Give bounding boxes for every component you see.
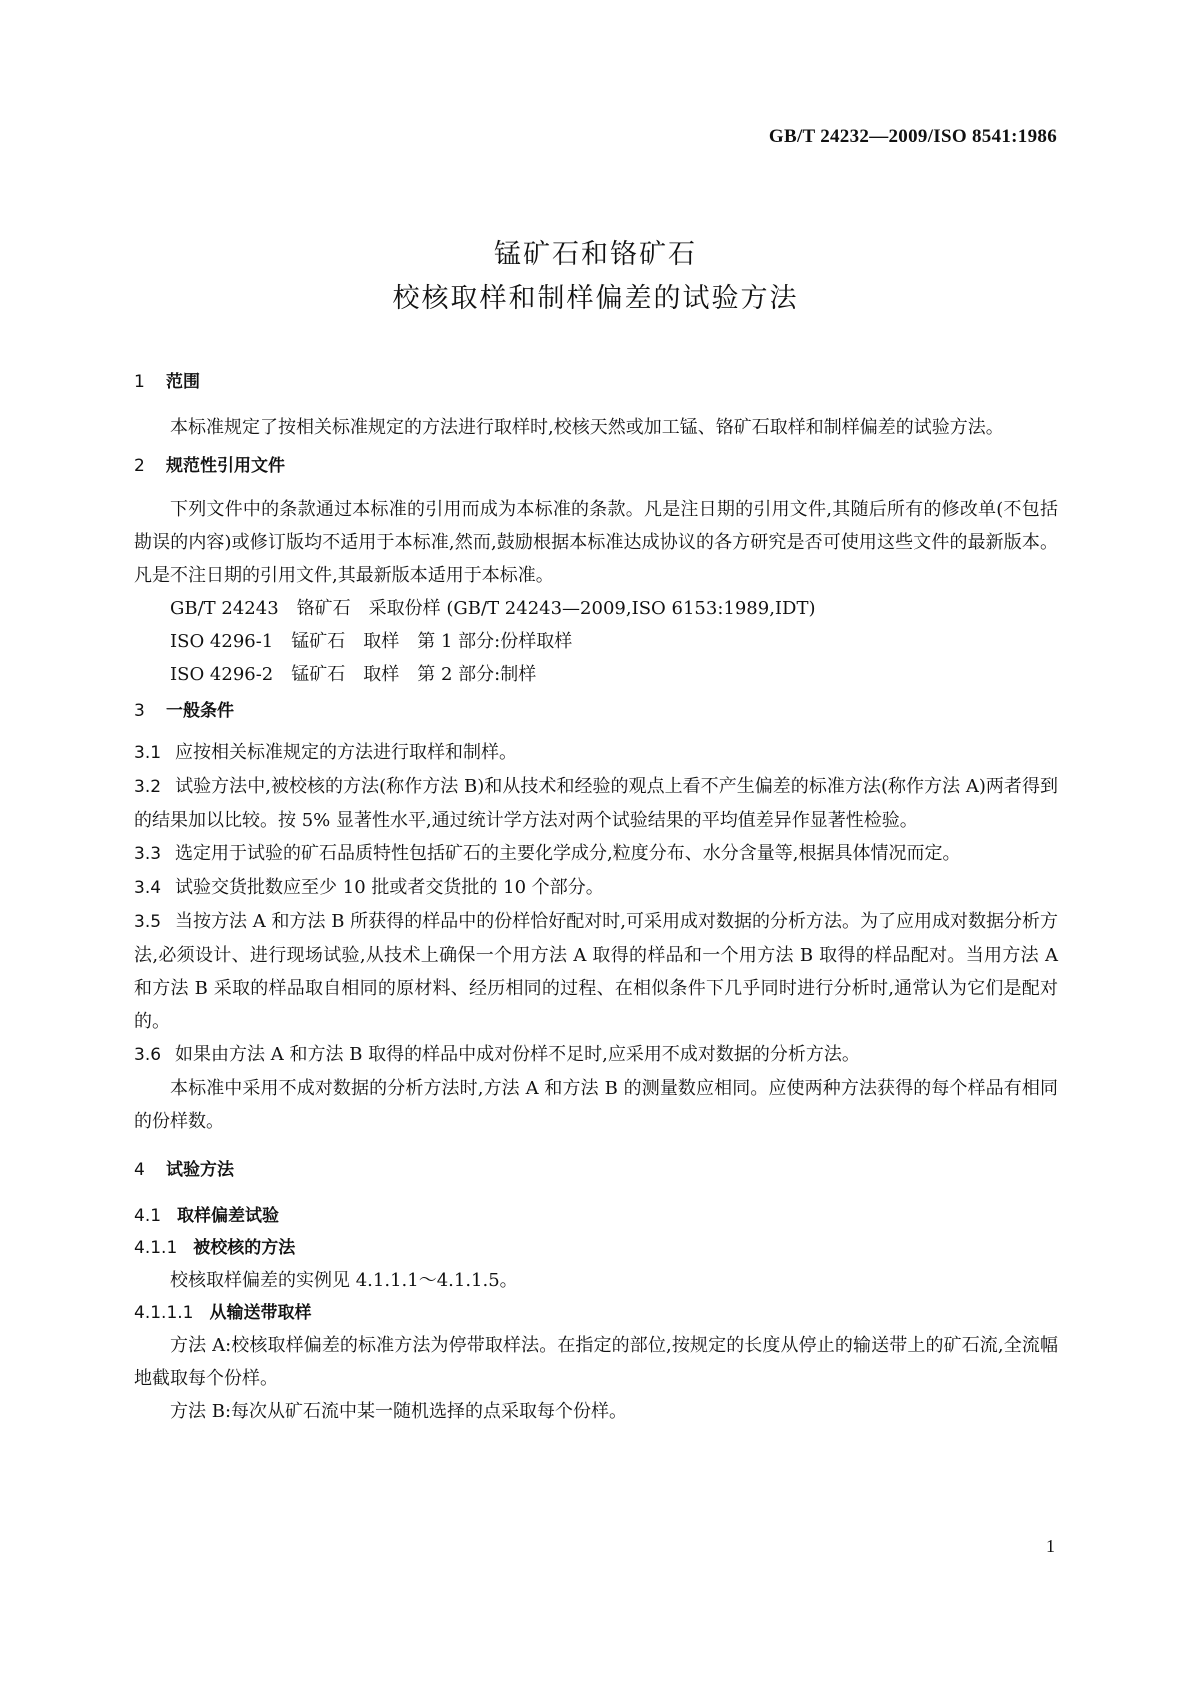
section-4-heading <box>134 1158 1058 1182</box>
clause-number: 4.1.1 <box>134 1238 178 1258</box>
section-number: 2 <box>134 456 145 476</box>
section-3-paragraph: 本标准中采用不成对数据的分析方法时,方法 A 和方法 B 的测量数应相同。应使两种方法获得的每个样品有相同的份样数。 <box>134 1078 1058 1132</box>
section-3-heading <box>134 699 1058 723</box>
clause-3-4 <box>134 871 1058 905</box>
clause-text: 当按方法 A 和方法 B 所获得的样品中的份样恰好配对时,可采用成对数据的分析方法。为了应用成对数据分析方法,必须设计、进行现场试验,从技术上确保一个用方法 A 取得的样品和一个用方法 B 取得的样品配对。当用方法 A 和方法 B 采取的样品取自相同的原材料、经历相同的过程、在相似条件下几乎同时进行分析时,通常认为它们是配对的。 <box>134 911 1058 1032</box>
section-number: 3 <box>134 701 145 721</box>
clause-number: 3.4 <box>134 878 162 898</box>
clause-text: 应按相关标准规定的方法进行取样和制样。 <box>175 742 518 763</box>
document-title-line2: 校核取样和制样偏差的试验方法 <box>392 283 799 314</box>
subsection-4-1-1-heading <box>134 1232 1058 1264</box>
clause-3-6 <box>134 1038 1058 1072</box>
clause-3-5 <box>134 905 1058 1038</box>
section-title: 规范性引用文件 <box>166 456 285 476</box>
section-1-heading <box>134 370 1058 394</box>
normative-reference: ISO 4296-2 锰矿石 取样 第 2 部分:制样 <box>170 664 537 685</box>
section-number: 1 <box>134 372 145 392</box>
subsection-4-1-heading <box>134 1200 1058 1232</box>
clause-text: 试验交货批数应至少 10 批或者交货批的 10 个部分。 <box>175 877 604 898</box>
clause-text: 如果由方法 A 和方法 B 取得的样品中成对份样不足时,应采用不成对数据的分析方法。 <box>175 1044 860 1065</box>
subsection-title: 从输送带取样 <box>209 1303 312 1323</box>
clause-number: 4.1 <box>134 1206 162 1226</box>
clause-number: 3.1 <box>134 743 162 763</box>
section-title: 范围 <box>166 372 200 392</box>
normative-reference: ISO 4296-1 锰矿石 取样 第 1 部分:份样取样 <box>170 631 573 652</box>
section-title: 试验方法 <box>166 1160 234 1180</box>
clause-number: 3.3 <box>134 844 162 864</box>
subsection-title: 被校核的方法 <box>193 1238 296 1258</box>
document-body <box>134 370 1058 1428</box>
clause-text: 试验方法中,被校核的方法(称作方法 B)和从技术和经验的观点上看不产生偏差的标准方法(称作方法 A)两者得到的结果加以比较。按 5% 显著性水平,通过统计学方法对两个试验结果的平均值差异作显著性检验。 <box>134 776 1058 831</box>
method-a-paragraph: 方法 A:校核取样偏差的标准方法为停带取样法。在指定的部位,按规定的长度从停止的输送带上的矿石流,全流幅地截取每个份样。 <box>134 1335 1058 1389</box>
method-b-paragraph: 方法 B:每次从矿石流中某一随机选择的点采取每个份样。 <box>170 1401 628 1422</box>
clause-text: 选定用于试验的矿石品质特性包括矿石的主要化学成分,粒度分布、水分含量等,根据具体情况而定。 <box>175 843 961 864</box>
document-title-line1: 锰矿石和铬矿石 <box>494 239 697 270</box>
clause-3-1 <box>134 736 1058 770</box>
section-2-heading <box>134 454 1058 478</box>
section-title: 一般条件 <box>166 701 234 721</box>
clause-3-2 <box>134 770 1058 837</box>
section-2-paragraph: 下列文件中的条款通过本标准的引用而成为本标准的条款。凡是注日期的引用文件,其随后所有的修改单(不包括勘误的内容)或修订版均不适用于本标准,然而,鼓励根据本标准达成协议的各方研究是否可使用这些文件的最新版本。凡是不注日期的引用文件,其最新版本适用于本标准。 <box>134 499 1058 586</box>
clause-number: 4.1.1.1 <box>134 1303 194 1323</box>
normative-reference: GB/T 24243 铬矿石 采取份样 (GB/T 24243—2009,ISO 6153:1989,IDT) <box>170 598 816 619</box>
page-number: 1 <box>1046 1536 1055 1556</box>
subsection-4-1-1-1-heading <box>134 1297 1058 1329</box>
section-1-paragraph: 本标准规定了按相关标准规定的方法进行取样时,校核天然或加工锰、铬矿石取样和制样偏差的试验方法。 <box>170 417 1004 438</box>
clause-3-3 <box>134 837 1058 871</box>
clause-number: 3.5 <box>134 912 162 932</box>
standard-code: GB/T 24232—2009/ISO 8541:1986 <box>768 126 1057 147</box>
subsection-4-1-1-paragraph: 校核取样偏差的实例见 4.1.1.1～4.1.1.5。 <box>170 1270 518 1291</box>
section-number: 4 <box>134 1160 145 1180</box>
clause-number: 3.6 <box>134 1045 162 1065</box>
subsection-title: 取样偏差试验 <box>177 1206 280 1226</box>
clause-number: 3.2 <box>134 777 162 797</box>
